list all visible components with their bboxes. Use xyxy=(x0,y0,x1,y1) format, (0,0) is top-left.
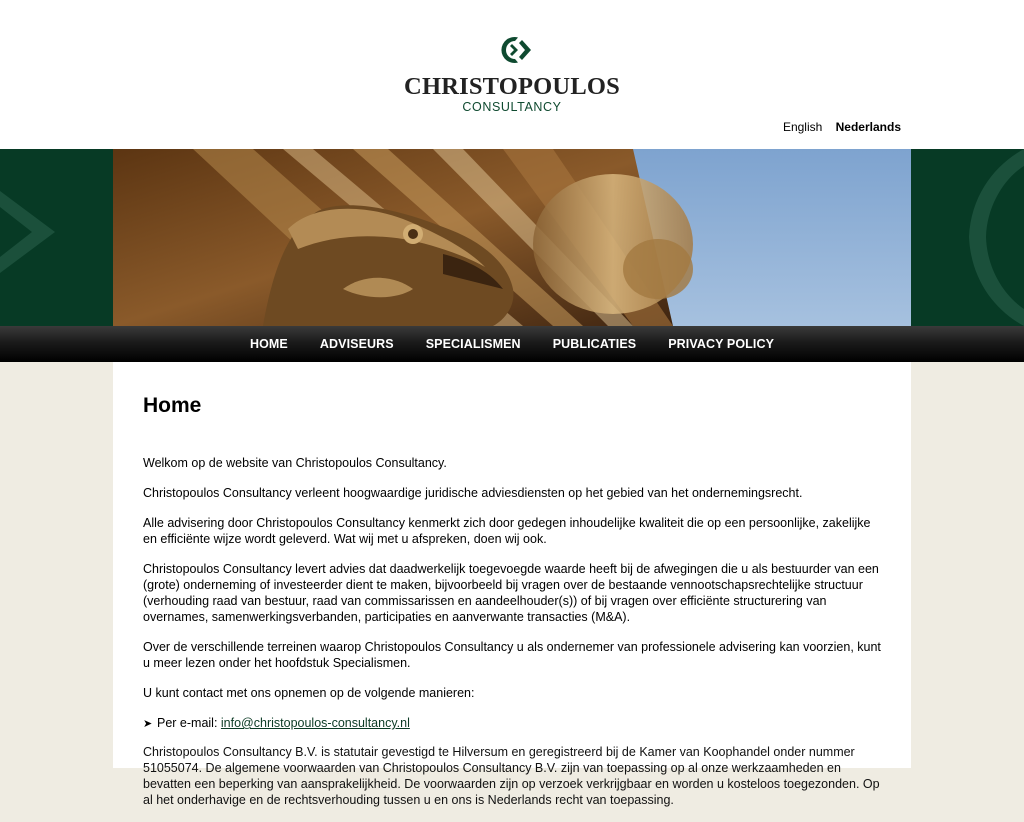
site-header xyxy=(0,0,1024,149)
language-dutch-link[interactable]: Nederlands xyxy=(835,120,901,134)
main-content xyxy=(113,362,911,807)
paragraph-specialisms: Over de verschillende terreinen waarop Christopoulos Consultancy u als ondernemer van professionele advisering kan voorzien, kunt u meer lezen onder het hoofdstuk Specialismen. xyxy=(143,640,881,670)
paragraph-contact: U kunt contact met ons opnemen op de volgende manieren: xyxy=(143,686,475,700)
contact-email-prefix: Per e-mail: xyxy=(157,716,221,730)
paragraph-quality: Alle advisering door Christopoulos Consultancy kenmerkt zich door gedegen inhoudelijke kwaliteit die op een persoonlijke, zakelijke en efficiënte wijze wordt geleverd. Wat wij met u afspreken, doen wij ook. xyxy=(143,516,871,546)
paragraph-value: Christopoulos Consultancy levert advies dat daadwerkelijk toegevoegde waarde heeft bij de afwegingen die u als bestuurder van een (grote) onderneming of investeerder dient te maken, bijvoorbeeld bij vragen over de bestaande vennootschapsrechtelijke structuur (verhouding raad van bestuur, raad van commissarissen en aandeelhouder(s)) of bij vragen over efficiënte structurering van overnames, samenwerkingsverbanden, participaties en aanverwante transacties (M&A). xyxy=(143,562,879,624)
paragraph-welcome: Welkom op de website van Christopoulos Consultancy. xyxy=(143,456,447,470)
language-english-link[interactable]: English xyxy=(782,120,823,134)
logo-name: CHRISTOPOULOS xyxy=(404,73,620,100)
main-navigation xyxy=(0,326,1024,362)
intro-text xyxy=(143,455,883,808)
paragraph-services: Christopoulos Consultancy verleent hoogwaardige juridische adviesdiensten op het gebied van het ondernemingsrecht. xyxy=(143,486,803,500)
hero-banner xyxy=(0,149,1024,326)
banner-chevron-decoration xyxy=(0,149,113,326)
nav-item-adviseurs[interactable]: ADVISEURS xyxy=(319,337,394,351)
site-logo[interactable] xyxy=(402,34,622,116)
banner-gargoyle-photo xyxy=(113,149,911,326)
nav-item-publicaties[interactable]: PUBLICATIES xyxy=(552,337,637,351)
contact-email-item xyxy=(143,715,883,732)
nav-item-home[interactable]: HOME xyxy=(249,337,288,351)
banner-arc-decoration xyxy=(911,149,1024,326)
nav-item-privacy-policy[interactable]: PRIVACY POLICY xyxy=(668,337,775,351)
contact-email-link[interactable]: info@christopoulos-consultancy.nl xyxy=(220,716,410,730)
logo-mark-icon xyxy=(491,34,533,66)
nav-item-specialismen[interactable]: SPECIALISMEN xyxy=(425,337,521,351)
language-switcher xyxy=(773,119,901,135)
legal-footer-note: Christopoulos Consultancy B.V. is statutair gevestigd te Hilversum en geregistreerd bij de Kamer van Koophandel onder nummer 51055074. De algemene voorwaarden van Christopoulos Consultancy B.V. zijn van toepassing op al onze werkzaamheden en bevatten een beperking van aansprakelijkheid. De voorwaarden zijn op verzoek verkrijgbaar en worden u kosteloos toegezonden. Op al het onderhavige en de rechtsverhouding tussen u en ons is Nederlands recht van toepassing. xyxy=(143,745,880,807)
page-title: Home xyxy=(143,394,202,417)
arrow-bullet-icon: ➤ xyxy=(143,718,153,730)
logo-subtitle: CONSULTANCY xyxy=(462,100,562,114)
